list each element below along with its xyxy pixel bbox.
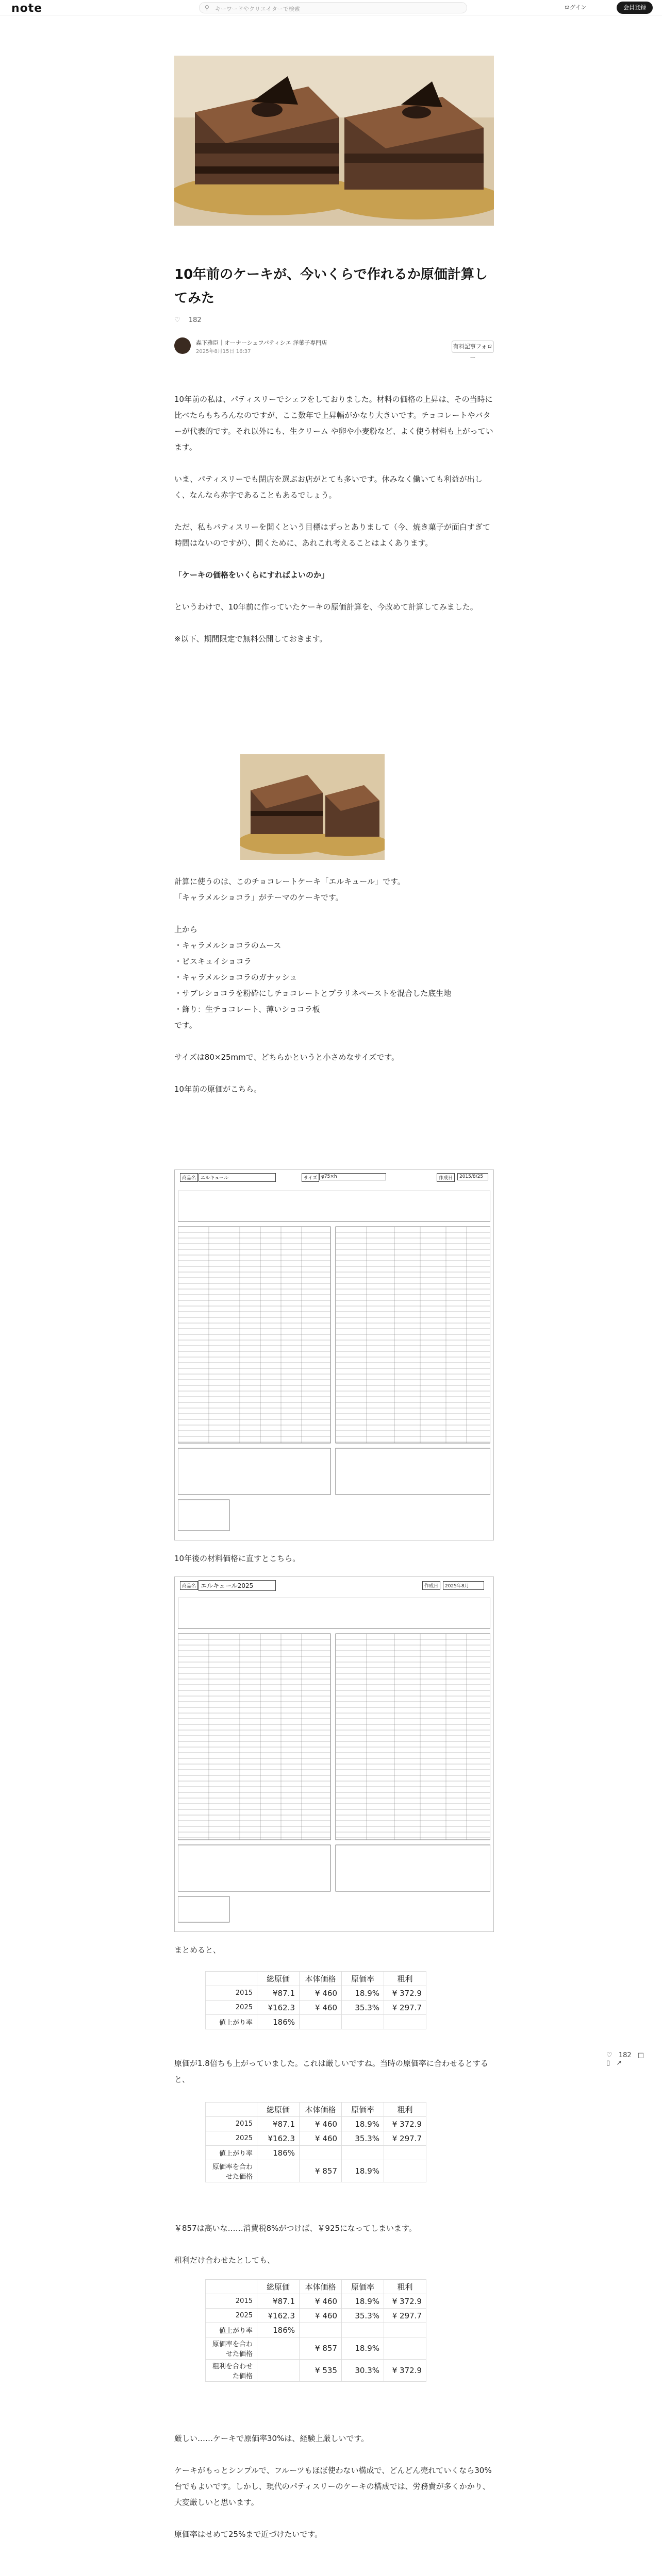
paragraph: ただ、私もパティスリーを開くという目標はずっとありまして（今、焼き菓子が面白すぎて時間はないのですが）、開くために、あれこれ考えることはよくあります。 — [174, 522, 490, 548]
table-cell — [257, 2160, 300, 2182]
table-cell: ¥ 460 — [300, 2001, 342, 2015]
cake-illustration-small — [240, 754, 385, 860]
paragraph: 原価率はせめて25%まで近づけたいです。 — [174, 2530, 323, 2539]
table-cell: ¥162.3 — [257, 2001, 300, 2015]
table-row — [206, 2309, 426, 2323]
table-cell — [342, 2323, 384, 2337]
table-header-row — [206, 1972, 426, 1986]
cake-illustration — [174, 56, 494, 226]
paragraph: 厳しい……ケーキで原価率30%は、経験上厳しいです。 — [174, 2434, 369, 2443]
list-item: ・サブレショコラを粉砕にしチョコレートとプラリネペーストを混合した底生地 — [174, 989, 452, 998]
search-icon: ⚲ — [205, 4, 209, 11]
article-body-intro — [174, 392, 494, 647]
paragraph: 計算に使うのは、このチョコレートケーキ「エルキュール」です。 — [174, 877, 405, 886]
table-cell — [384, 2160, 426, 2182]
new-sheet-grid — [178, 1598, 490, 1927]
paragraph: ケーキがもっとシンプルで、フルーツもほぼ使わない構成で、どんどん売れていくなら30%台でもよいです。しかし、現代のパティスリーのケーキの構成では、労務費が多くかかり、大変厳しいと思います。 — [174, 2466, 492, 2507]
sheet-date-value: 2015/8/25 — [457, 1173, 488, 1180]
summary-caption-block — [174, 1942, 494, 1958]
row-label: 2015 — [206, 2117, 257, 2131]
row-label: 値上がり率 — [206, 2323, 257, 2337]
table-cell: ¥ 460 — [300, 2294, 342, 2309]
list-item: ・飾り：生チョコレート、薄いショコラ板 — [174, 1005, 320, 1014]
table-cell: ¥ 297.7 — [384, 2001, 426, 2015]
table-cell: ¥ 297.7 — [384, 2309, 426, 2323]
author-block — [174, 337, 494, 361]
table-cell: ¥ 460 — [300, 1986, 342, 2001]
table-cell — [384, 2015, 426, 2029]
column-header — [206, 1972, 257, 1986]
note-logo[interactable]: note — [11, 2, 43, 15]
site-header — [0, 0, 662, 15]
summary-table-3 — [205, 2279, 426, 2382]
after-table1 — [174, 2056, 494, 2088]
table-cell — [384, 2146, 426, 2160]
avatar[interactable] — [174, 337, 191, 354]
cake-intro — [174, 874, 494, 1097]
table-cell: ¥162.3 — [257, 2309, 300, 2323]
new-sheet-caption-block — [174, 1551, 494, 1567]
column-header: 総原価 — [257, 2103, 300, 2117]
sheet-name-label: 商品名 — [180, 1581, 198, 1590]
signup-button[interactable]: 会員登録 — [617, 2, 653, 14]
login-link[interactable]: ログイン — [564, 4, 587, 11]
row-label: 2025 — [206, 2001, 257, 2015]
table-cell — [257, 2360, 300, 2382]
table-cell — [384, 2337, 426, 2360]
table-cell: ¥ 372.9 — [384, 2294, 426, 2309]
table-row — [206, 2323, 426, 2337]
column-header: 原価率 — [342, 2103, 384, 2117]
paragraph: 原価が1.8倍ちも上がっていました。これは厳しいですね。当時の原価率に合わせるとすると、 — [174, 2059, 488, 2084]
table-row — [206, 2146, 426, 2160]
old-sheet-grid — [178, 1191, 490, 1536]
table-cell — [300, 2146, 342, 2160]
side-like-count: 182 — [618, 2052, 632, 2059]
like-count: 182 — [188, 316, 202, 324]
side-actions — [606, 2052, 658, 2067]
table-cell: 18.9% — [342, 2294, 384, 2309]
paragraph: 10年後の材料価格に直すとこちら。 — [174, 1554, 301, 1563]
list-item: ・ビスキュイショコラ — [174, 957, 252, 966]
table-cell: 35.3% — [342, 2309, 384, 2323]
paragraph — [174, 567, 494, 583]
paragraph: いま、パティスリーでも閉店を選ぶお店がとても多いです。休みなく働いても利益が出しく、なんなら赤字であることもあるでしょう。 — [174, 474, 483, 500]
table-cell: 35.3% — [342, 2001, 384, 2015]
table-header-row — [206, 2103, 426, 2117]
paragraph: ￥857は高いな……消費税8%がつけば、￥925になってしまいます。 — [174, 2224, 417, 2233]
table-row — [206, 2160, 426, 2182]
table-row — [206, 2117, 426, 2131]
table-row — [206, 2360, 426, 2382]
table-row — [206, 2001, 426, 2015]
search-bar[interactable] — [199, 2, 467, 13]
table-cell: ¥87.1 — [257, 1986, 300, 2001]
author-name[interactable]: 森下雅臣｜オーナーシェフパティシエ 洋菓子専門店 — [196, 340, 327, 346]
paragraph: 10年前の原価がこちら。 — [174, 1084, 262, 1094]
sheet-size-label: サイズ — [302, 1173, 319, 1182]
row-label: 原価率を合わせた価格 — [206, 2337, 257, 2360]
old-cost-sheet — [174, 1170, 494, 1540]
share-icon[interactable]: ↗ — [616, 2059, 622, 2067]
sheet-size-value: φ75×h — [319, 1173, 386, 1180]
table-row — [206, 2015, 426, 2029]
column-header: 総原価 — [257, 1972, 300, 1986]
publish-date: 2025年8月15日 16:37 — [196, 349, 251, 354]
column-header: 本体価格 — [300, 1972, 342, 1986]
table-cell: ¥ 372.9 — [384, 1986, 426, 2001]
row-label: 粗利を合わせた価格 — [206, 2360, 257, 2382]
table-cell: ¥ 372.9 — [384, 2360, 426, 2382]
table-cell: ¥ 297.7 — [384, 2131, 426, 2146]
column-header: 本体価格 — [300, 2103, 342, 2117]
row-label: 2025 — [206, 2309, 257, 2323]
table-cell: ¥ 857 — [300, 2337, 342, 2360]
column-header: 粗利 — [384, 1972, 426, 1986]
list-item: ・キャラメルショコラのガナッシュ — [174, 973, 297, 982]
table-cell: ¥ 460 — [300, 2309, 342, 2323]
heart-icon[interactable]: ♡ — [606, 2052, 613, 2059]
paragraph: 10年前の私は、パティスリーでシェフをしておりました。材料の価格の上昇は、その当時に比べたらもちろんなのですが、ここ数年で上昇幅がかなり大きいです。チョコレートやバターが代表的です。それ以外にも、生クリーム や卵や小麦粉など、よく使う材料も上がっています。 — [174, 395, 493, 452]
table-cell — [342, 2146, 384, 2160]
column-header: 原価率 — [342, 1972, 384, 1986]
paragraph: 「キャラメルショコラ」がテーマのケーキです。 — [174, 893, 343, 902]
cake-photo-small — [240, 754, 385, 860]
column-header: 粗利 — [384, 2103, 426, 2117]
table-cell: ¥87.1 — [257, 2294, 300, 2309]
table-cell — [342, 2015, 384, 2029]
table-cell: 186% — [257, 2146, 300, 2160]
layers-heading: 上から — [174, 925, 198, 934]
column-header: 総原価 — [257, 2280, 300, 2294]
table-row — [206, 2294, 426, 2309]
table-cell: ¥162.3 — [257, 2131, 300, 2146]
column-header — [206, 2103, 257, 2117]
sheet-name-label: 商品名 — [180, 1173, 198, 1182]
bookmark-icon[interactable]: ▯ — [606, 2059, 610, 2067]
follow-button[interactable]: 有料記事フォロー — [452, 341, 494, 353]
heart-icon[interactable]: ♡ — [174, 316, 180, 324]
paragraph: サイズは80×25mmで、どちらかというと小さめなサイズです。 — [174, 1053, 400, 1062]
row-label: 2025 — [206, 2131, 257, 2146]
sheet-date-value: 2025年8月 — [443, 1581, 484, 1590]
table-cell: ¥ 372.9 — [384, 2117, 426, 2131]
list-item: ・キャラメルショコラのムース — [174, 941, 282, 950]
column-header: 本体価格 — [300, 2280, 342, 2294]
search-placeholder: キーワードやクリエイターで検索 — [215, 6, 300, 12]
hero-cake-image — [174, 56, 494, 226]
paragraph: 粗利だけ合わせたとしても、 — [174, 2256, 275, 2265]
summary-table-1 — [205, 1971, 426, 2029]
list-item: です。 — [174, 1021, 197, 1030]
comment-icon[interactable]: □ — [637, 2052, 644, 2059]
paragraph: ※以下、期間限定で無料公開しておきます。 — [174, 634, 327, 643]
column-header: 粗利 — [384, 2280, 426, 2294]
column-header: 原価率 — [342, 2280, 384, 2294]
table-cell: 18.9% — [342, 2160, 384, 2182]
sheet-date-label: 作成日 — [422, 1581, 440, 1590]
after-table2 — [174, 2221, 494, 2268]
paragraph: まとめると、 — [174, 1945, 221, 1955]
table-row — [206, 2131, 426, 2146]
table-cell: 186% — [257, 2015, 300, 2029]
row-label: 2015 — [206, 2294, 257, 2309]
row-label: 原価率を合わせた価格 — [206, 2160, 257, 2182]
column-header — [206, 2280, 257, 2294]
table-cell: ¥ 857 — [300, 2160, 342, 2182]
table-cell: 30.3% — [342, 2360, 384, 2382]
sheet-date-label: 作成日 — [437, 1173, 455, 1182]
table-cell — [384, 2323, 426, 2337]
table-cell — [300, 2015, 342, 2029]
table-row — [206, 2337, 426, 2360]
row-label: 値上がり率 — [206, 2015, 257, 2029]
article-title: 10年前のケーキが、今いくらで作れるか原価計算してみた — [174, 267, 488, 306]
table-cell — [257, 2337, 300, 2360]
row-label: 値上がり率 — [206, 2146, 257, 2160]
new-cost-sheet — [174, 1577, 494, 1932]
table-row — [206, 1986, 426, 2001]
table-cell: 18.9% — [342, 2117, 384, 2131]
table-cell: 18.9% — [342, 1986, 384, 2001]
table-header-row — [206, 2280, 426, 2294]
table-cell: 18.9% — [342, 2337, 384, 2360]
table-cell: ¥87.1 — [257, 2117, 300, 2131]
table-cell: ¥ 535 — [300, 2360, 342, 2382]
paragraph: というわけで、10年前に作っていたケーキの原価計算を、今改めて計算してみました。 — [174, 602, 478, 612]
after-table3 — [174, 2431, 494, 2543]
table-cell: 35.3% — [342, 2131, 384, 2146]
table-cell: ¥ 460 — [300, 2131, 342, 2146]
table-cell: ¥ 460 — [300, 2117, 342, 2131]
table-cell: 186% — [257, 2323, 300, 2337]
sheet-name-value: エルキュール — [198, 1173, 276, 1182]
row-label: 2015 — [206, 1986, 257, 2001]
sheet-name-value: エルキュール2025 — [198, 1580, 276, 1591]
like-row — [174, 316, 202, 324]
table-cell — [300, 2323, 342, 2337]
bold-phrase: 「ケーキの価格をいくらにすればよいのか」 — [174, 570, 329, 580]
summary-table-2 — [205, 2102, 426, 2182]
